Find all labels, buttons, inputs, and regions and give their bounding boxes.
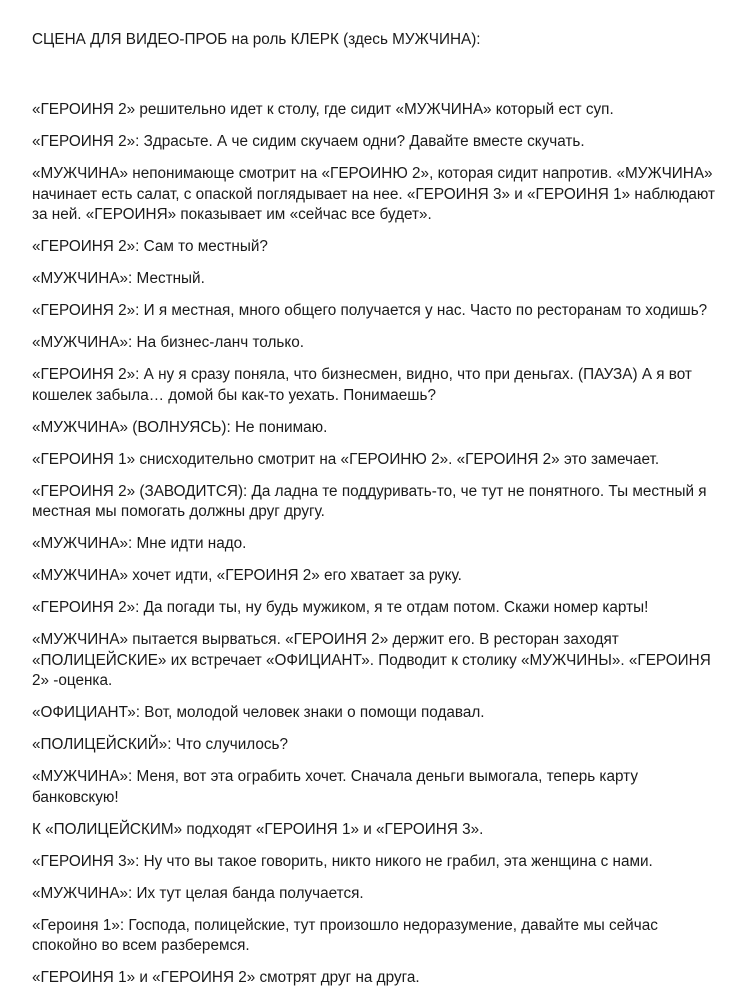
script-paragraph: «ГЕРОИНЯ 2»: Сам то местный? xyxy=(32,238,268,255)
script-paragraph: «ГЕРОИНЯ 2» решительно идет к столу, где сидит «МУЖЧИНА» который ест суп. xyxy=(32,101,614,118)
scene-title: СЦЕНА ДЛЯ ВИДЕО-ПРОБ на роль КЛЕРК (здесь МУЖЧИНА): xyxy=(32,31,481,48)
script-paragraph: К «ПОЛИЦЕЙСКИМ» подходят «ГЕРОИНЯ 1» и «ГЕРОИНЯ 3». xyxy=(32,820,484,838)
document-page xyxy=(32,30,722,1000)
script-paragraph: «ГЕРОИНЯ 1» снисходительно смотрит на «ГЕРОИНЮ 2». «ГЕРОИНЯ 2» это замечает. xyxy=(32,450,660,468)
script-paragraph: «Героиня 1»: Господа, полицейские, тут произошло недоразумение, давайте мы сейчас спокойно во всем разберемся. xyxy=(32,916,658,954)
script-paragraph: «ГЕРОИНЯ 2»: И я местная, много общего получается у нас. Часто по ресторанам то ходишь? xyxy=(32,302,708,319)
script-paragraph: «ПОЛИЦЕЙСКИЙ»: Что случилось? xyxy=(32,736,288,753)
script-paragraph: «ОФИЦИАНТ»: Вот, молодой человек знаки о помощи подавал. xyxy=(32,704,485,721)
script-paragraph: «ГЕРОИНЯ 2»: А ну я сразу поняла, что бизнесмен, видно, что при деньгах. (ПАУЗА) А я вот кошелек забыла… домой бы как-то уехать. Понимаешь? xyxy=(32,366,692,404)
script-paragraph: «МУЖЧИНА» (ВОЛНУЯСЬ): Не понимаю. xyxy=(32,418,328,436)
script-paragraph: «ГЕРОИНЯ 2»: Да погади ты, ну будь мужиком, я те отдам потом. Скажи номер карты! xyxy=(32,599,649,616)
script-paragraph: «МУЖЧИНА»: Их тут целая банда получается. xyxy=(32,884,364,902)
script-paragraph: «ГЕРОИНЯ 1» и «ГЕРОИНЯ 2» смотрят друг на друга. xyxy=(32,969,420,986)
script-paragraph: «ГЕРОИНЯ 2» (ЗАВОДИТСЯ): Да ладна те поддуривать-то, че тут не понятного. Ты местный я местная мы помогать должны друг другу. xyxy=(32,482,707,520)
script-paragraph: «МУЖЧИНА» хочет идти, «ГЕРОИНЯ 2» его хватает за руку. xyxy=(32,567,462,584)
script-paragraph: «ГЕРОИНЯ 3»: Ну что вы такое говорить, никто никого не грабил, эта женщина с нами. xyxy=(32,852,653,870)
script-paragraph: «МУЖЧИНА»: На бизнес-ланч только. xyxy=(32,334,304,351)
script-paragraph: «МУЖЧИНА» непонимающе смотрит на «ГЕРОИНЮ 2», которая сидит напротив. «МУЖЧИНА» начинает есть салат, с опаской поглядывает на нее. «ГЕРОИНЯ 3» и «ГЕРОИНЯ 1» наблюдают за ней. «ГЕРОИНЯ» показывает им «сейчас все будет». xyxy=(32,165,716,223)
script-paragraph: «МУЖЧИНА» пытается вырваться. «ГЕРОИНЯ 2» держит его. В ресторан заходят «ПОЛИЦЕЙСКИЕ» их встречает «ОФИЦИАНТ». Подводит к столику «МУЖЧИНЫ». «ГЕРОИНЯ 2» -оценка. xyxy=(32,631,711,689)
script-paragraph: «МУЖЧИНА»: Меня, вот эта ограбить хочет. Сначала деньги вымогала, теперь карту банковскую! xyxy=(32,768,638,806)
script-paragraph: «ГЕРОИНЯ 2»: Здрасьте. А че сидим скучаем одни? Давайте вместе скучать. xyxy=(32,133,585,150)
script-paragraph: «МУЖЧИНА»: Мне идти надо. xyxy=(32,535,247,552)
script-paragraph: «МУЖЧИНА»: Местный. xyxy=(32,270,205,287)
